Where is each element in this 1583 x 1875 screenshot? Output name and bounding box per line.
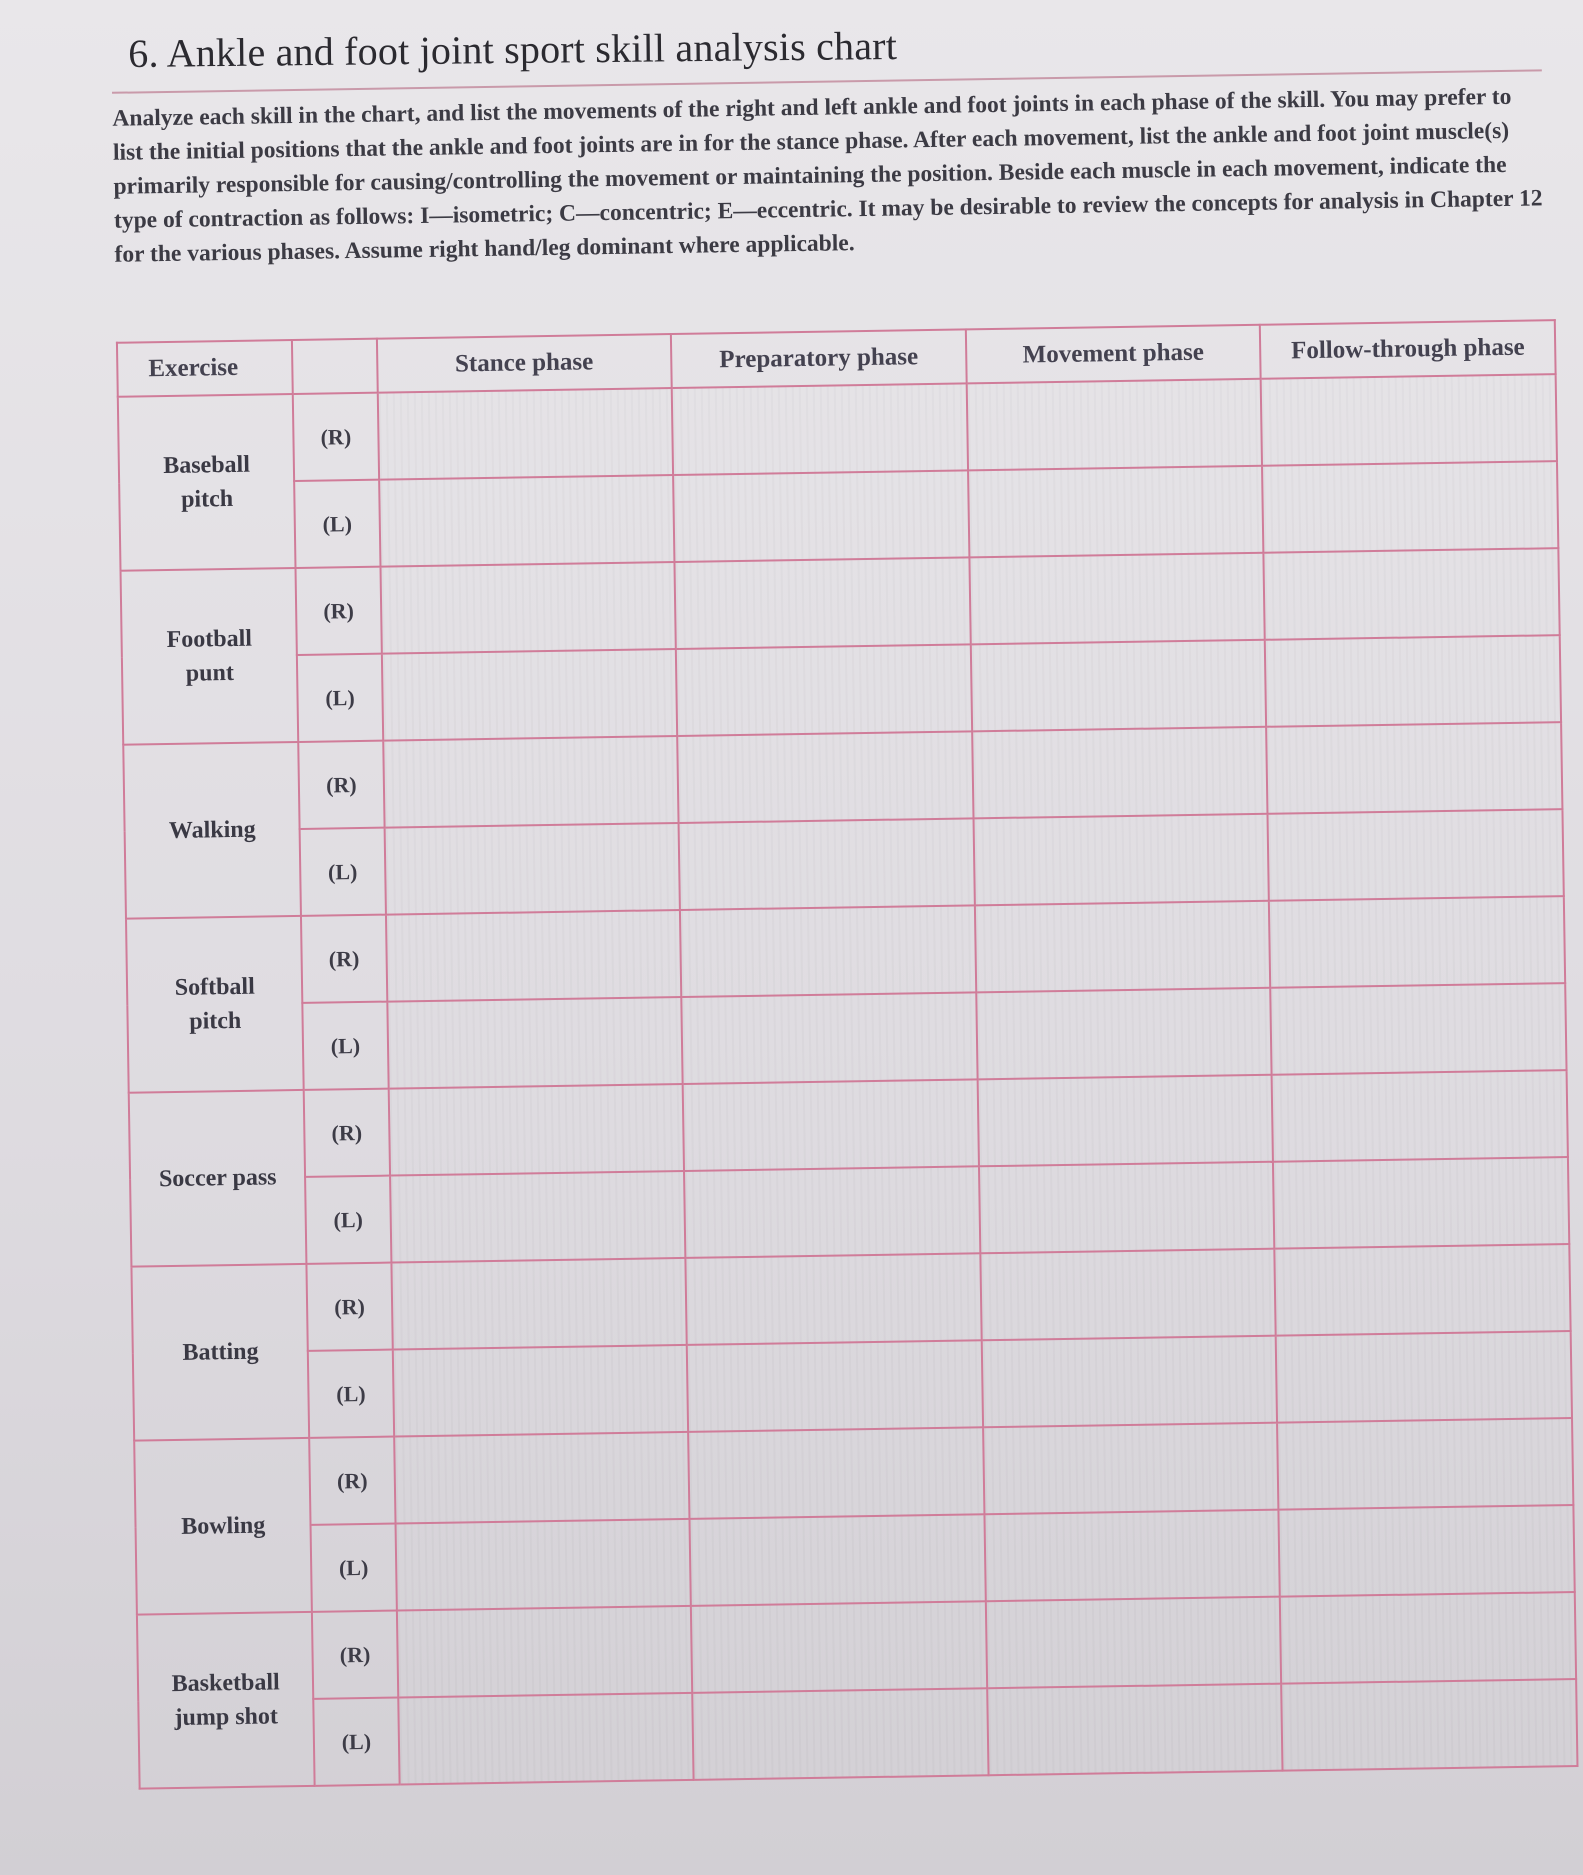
side-label-left: (L)	[311, 1524, 397, 1612]
preparatory-answer-cell[interactable]	[676, 644, 972, 736]
exercise-name-line2: pitch	[180, 485, 234, 513]
stance-answer-cell[interactable]	[395, 1519, 691, 1611]
side-label-right: (R)	[299, 741, 385, 829]
stance-answer-cell[interactable]	[387, 997, 683, 1089]
preparatory-answer-cell[interactable]	[680, 905, 976, 997]
page-title: 6. Ankle and foot joint sport skill analysis chart	[128, 22, 898, 76]
side-label-right: (R)	[312, 1611, 398, 1699]
side-label-right: (R)	[307, 1263, 393, 1351]
side-label-left: (L)	[305, 1176, 391, 1264]
movement-answer-cell[interactable]	[981, 1336, 1277, 1428]
follow-through-answer-cell[interactable]	[1273, 1157, 1569, 1249]
preparatory-answer-cell[interactable]	[683, 1079, 979, 1171]
stance-answer-cell[interactable]	[394, 1432, 690, 1524]
preparatory-answer-cell[interactable]	[690, 1514, 986, 1606]
stance-answer-cell[interactable]	[391, 1258, 687, 1350]
header-side	[292, 339, 377, 394]
side-label-left: (L)	[300, 828, 386, 916]
preparatory-answer-cell[interactable]	[681, 992, 977, 1084]
chart-sheet	[100, 69, 1583, 1792]
movement-answer-cell[interactable]	[986, 1597, 1282, 1689]
side-label-right: (R)	[304, 1089, 390, 1177]
exercise-name	[123, 742, 301, 919]
movement-answer-cell[interactable]	[971, 640, 1267, 732]
movement-answer-cell[interactable]	[977, 1075, 1273, 1167]
exercise-name-line1: Baseball	[163, 451, 251, 480]
movement-answer-cell[interactable]	[969, 553, 1265, 645]
follow-through-answer-cell[interactable]	[1262, 461, 1558, 553]
movement-answer-cell[interactable]	[984, 1510, 1280, 1602]
exercise-name	[118, 394, 296, 571]
movement-answer-cell[interactable]	[972, 727, 1268, 819]
movement-answer-cell[interactable]	[973, 814, 1269, 906]
exercise-name-line1: Batting	[182, 1338, 259, 1366]
preparatory-answer-cell[interactable]	[688, 1427, 984, 1519]
movement-answer-cell[interactable]	[983, 1423, 1279, 1515]
stance-answer-cell[interactable]	[377, 388, 673, 480]
follow-through-answer-cell[interactable]	[1279, 1505, 1575, 1597]
exercise-name-line1: Softball	[174, 973, 255, 1001]
skill-analysis-table	[116, 319, 1579, 1789]
follow-through-answer-cell[interactable]	[1282, 1679, 1578, 1771]
stance-answer-cell[interactable]	[383, 736, 679, 828]
follow-through-answer-cell[interactable]	[1261, 374, 1557, 466]
header-exercise: Exercise	[117, 340, 293, 397]
preparatory-answer-cell[interactable]	[675, 557, 971, 649]
instructions-text: Analyze each skill in the chart, and list the movements of the right and left ankle and foot joints in each phase of the skill. You may prefer to list the initial positions that the ankle and foot joints are in for the stance phase. After each movement, list the ankle and foot joint muscle(s) primarily responsible for causing/controlling the movement or maintaining the position. Beside each muscle in each movement, indicate the type of contraction as follows: I—isometric; C—concentric; E—eccentric. It may be desirable to review the concepts for analysis in Chapter 12 for the various phases. Assume right hand/leg dominant where applicable.	[112, 69, 1545, 271]
stance-answer-cell[interactable]	[385, 910, 681, 1002]
follow-through-answer-cell[interactable]	[1277, 1418, 1573, 1510]
stance-answer-cell[interactable]	[381, 649, 677, 741]
stance-answer-cell[interactable]	[384, 823, 680, 915]
side-label-right: (R)	[293, 393, 379, 481]
preparatory-answer-cell[interactable]	[692, 1688, 988, 1780]
preparatory-answer-cell[interactable]	[677, 731, 973, 823]
stance-answer-cell[interactable]	[388, 1084, 684, 1176]
table-body	[118, 374, 1578, 1788]
movement-answer-cell[interactable]	[966, 379, 1262, 471]
movement-answer-cell[interactable]	[968, 466, 1264, 558]
follow-through-answer-cell[interactable]	[1280, 1592, 1576, 1684]
side-label-right: (R)	[296, 567, 382, 655]
exercise-name-line2: punt	[185, 659, 235, 687]
follow-through-answer-cell[interactable]	[1275, 1244, 1571, 1336]
follow-through-answer-cell[interactable]	[1264, 548, 1560, 640]
header-movement-phase: Movement phase	[966, 325, 1261, 384]
side-label-left: (L)	[308, 1350, 394, 1438]
side-label-right: (R)	[310, 1437, 396, 1525]
side-label-left: (L)	[294, 480, 380, 568]
side-label-left: (L)	[303, 1002, 389, 1090]
preparatory-answer-cell[interactable]	[684, 1166, 980, 1258]
exercise-name-line1: Bowling	[181, 1512, 266, 1540]
exercise-name	[129, 1090, 307, 1267]
stance-answer-cell[interactable]	[379, 475, 675, 567]
exercise-name-line1: Walking	[168, 816, 256, 845]
stance-answer-cell[interactable]	[392, 1345, 688, 1437]
header-stance-phase: Stance phase	[376, 334, 671, 393]
exercise-name	[131, 1264, 309, 1441]
movement-answer-cell[interactable]	[976, 988, 1272, 1080]
movement-answer-cell[interactable]	[980, 1249, 1276, 1341]
preparatory-answer-cell[interactable]	[691, 1601, 987, 1693]
exercise-name	[134, 1438, 312, 1615]
exercise-name	[137, 1612, 315, 1789]
header-preparatory-phase: Preparatory phase	[671, 329, 966, 388]
preparatory-answer-cell[interactable]	[672, 383, 968, 475]
follow-through-answer-cell[interactable]	[1266, 722, 1562, 814]
follow-through-answer-cell[interactable]	[1268, 809, 1564, 901]
exercise-name-line1: Soccer pass	[158, 1164, 277, 1193]
stance-answer-cell[interactable]	[396, 1606, 692, 1698]
movement-answer-cell[interactable]	[987, 1684, 1283, 1776]
exercise-name-line2: pitch	[189, 1007, 242, 1035]
preparatory-answer-cell[interactable]	[686, 1253, 982, 1345]
header-follow-through-phase: Follow-through phase	[1260, 320, 1555, 379]
side-label-right: (R)	[301, 915, 387, 1003]
side-label-left: (L)	[297, 654, 383, 742]
preparatory-answer-cell[interactable]	[679, 818, 975, 910]
exercise-name-line1: Football	[166, 625, 253, 654]
exercise-name-line2: jump shot	[174, 1703, 279, 1732]
preparatory-answer-cell[interactable]	[673, 470, 969, 562]
stance-answer-cell[interactable]	[380, 562, 676, 654]
movement-answer-cell[interactable]	[975, 901, 1271, 993]
follow-through-answer-cell[interactable]	[1272, 1070, 1568, 1162]
exercise-name-line1: Basketball	[171, 1669, 280, 1698]
follow-through-answer-cell[interactable]	[1269, 896, 1565, 988]
follow-through-answer-cell[interactable]	[1276, 1331, 1572, 1423]
stance-answer-cell[interactable]	[390, 1171, 686, 1263]
preparatory-answer-cell[interactable]	[687, 1340, 983, 1432]
side-label-left: (L)	[314, 1698, 400, 1786]
exercise-name	[121, 568, 299, 745]
follow-through-answer-cell[interactable]	[1265, 635, 1561, 727]
follow-through-answer-cell[interactable]	[1271, 983, 1567, 1075]
movement-answer-cell[interactable]	[979, 1162, 1275, 1254]
exercise-name	[126, 916, 304, 1093]
stance-answer-cell[interactable]	[398, 1693, 694, 1785]
